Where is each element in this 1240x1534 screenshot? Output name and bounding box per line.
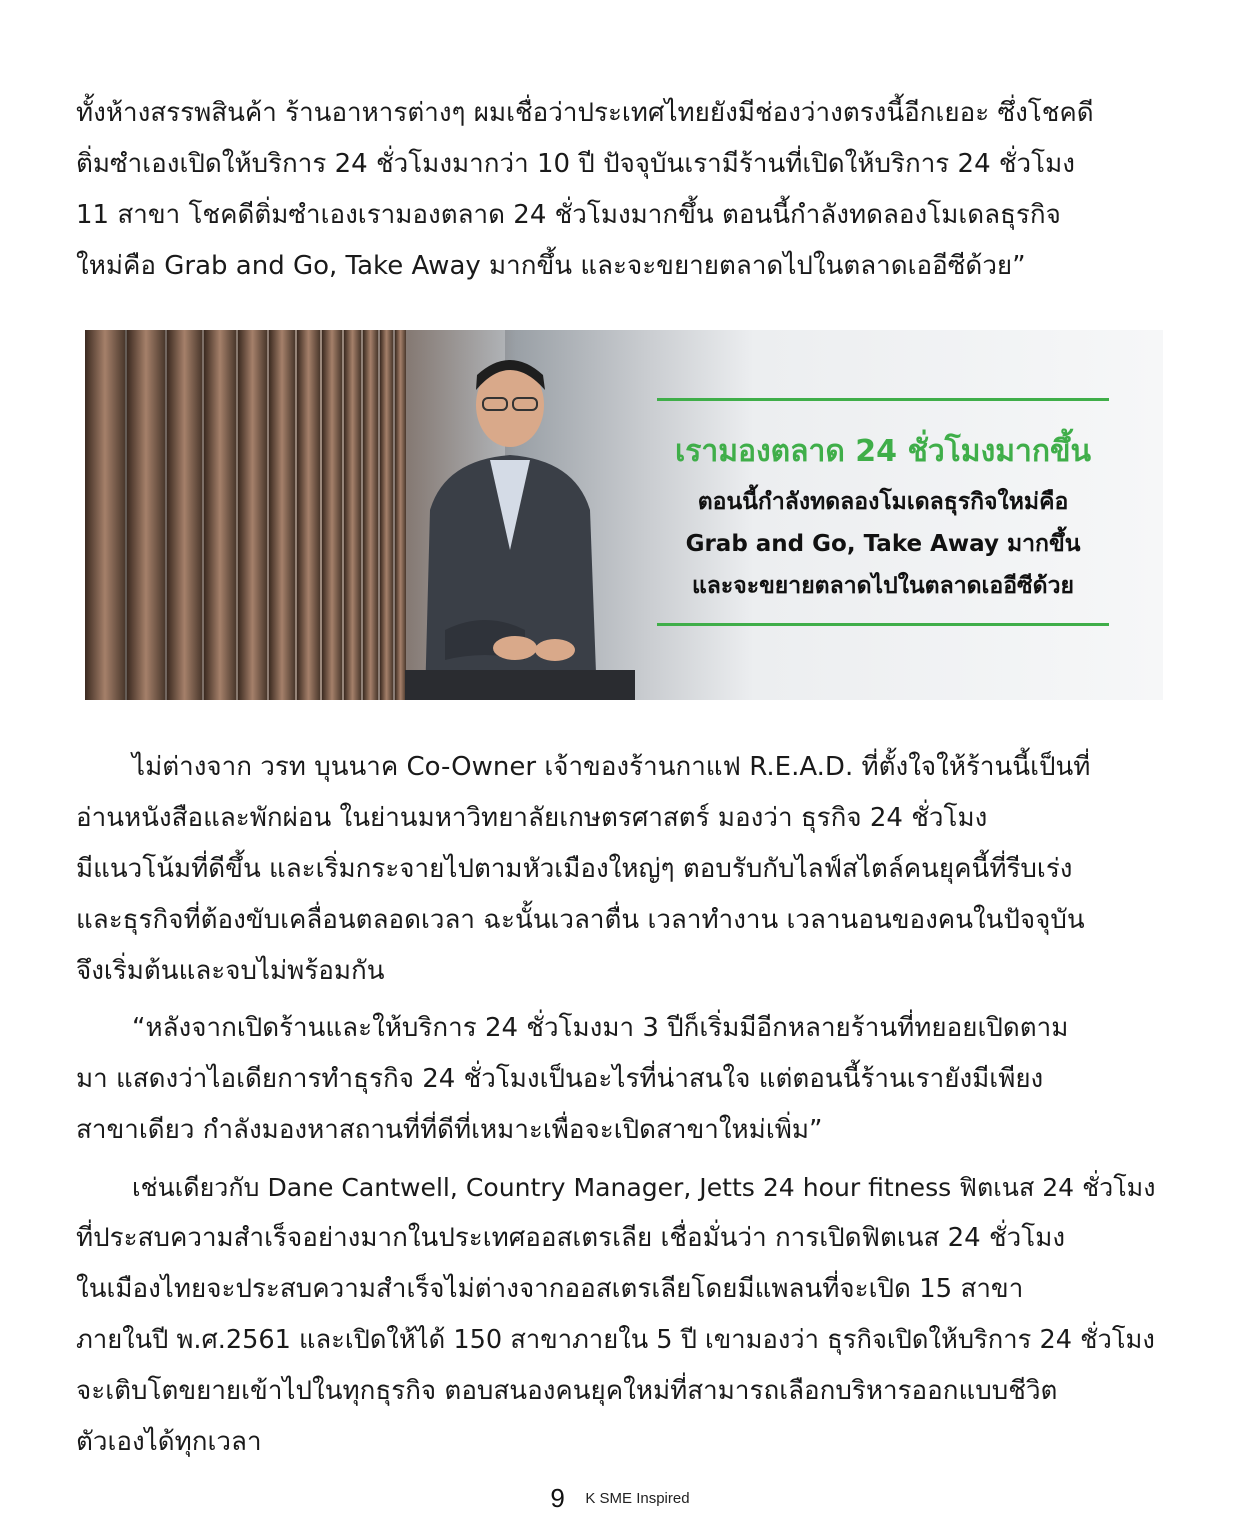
text-line: ที่ประสบความสำเร็จอย่างมากในประเทศออสเตรเลีย เชื่อมั่นว่า การเปิดฟิตเนส 24 ชั่วโมง bbox=[76, 1223, 1066, 1253]
pull-quote-line: Grab and Go, Take Away มากขึ้น bbox=[685, 531, 1081, 557]
pull-quote-line: และจะขยายตลาดไปในตลาดเออีซีด้วย bbox=[691, 573, 1074, 599]
paragraph-jetts-fitness bbox=[76, 1162, 1166, 1468]
publication-name: K SME Inspired bbox=[585, 1490, 690, 1507]
pull-quote-bottom-rule bbox=[657, 623, 1109, 626]
text-line: ไม่ต่างจาก วรท บุนนาค Co-Owner เจ้าของร้านกาแฟ R.E.A.D. ที่ตั้งใจให้ร้านนี้เป็นที่ bbox=[132, 752, 1091, 782]
text-line: ภายในปี พ.ศ.2561 และเปิดให้ได้ 150 สาขาภายใน 5 ปี เขามองว่า ธุรกิจเปิดให้บริการ 24 ชั่วโมง bbox=[76, 1325, 1155, 1355]
text-line: มีแนวโน้มที่ดีขึ้น และเริ่มกระจายไปตามหัวเมืองใหญ่ๆ ตอบรับกับไลฟ์สไตล์คนยุคนี้ที่รีบเร่ง bbox=[76, 854, 1073, 884]
text-line: จะเติบโตขยายเข้าไปในทุกธุรกิจ ตอบสนองคนยุคใหม่ที่สามารถเลือกบริหารออกแบบชีวิต bbox=[76, 1376, 1058, 1406]
pull-quote-line: ตอนนี้กำลังทดลองโมเดลธุรกิจใหม่คือ bbox=[697, 489, 1069, 515]
pull-quote-top-rule bbox=[657, 398, 1109, 401]
text-line: สาขาเดียว กำลังมองหาสถานที่ที่ดีที่เหมาะเพื่อจะเปิดสาขาใหม่เพิ่ม” bbox=[76, 1115, 823, 1145]
paragraph-read-cafe bbox=[76, 742, 1166, 997]
text-line: ตัวเองได้ทุกเวลา bbox=[76, 1427, 262, 1457]
pull-quote bbox=[657, 398, 1109, 626]
page-footer bbox=[0, 1483, 1240, 1514]
pull-quote-heading: เรามองตลาด 24 ชั่วโมงมากขึ้น bbox=[674, 434, 1092, 469]
text-line: มา แสดงว่าไอเดียการทำธุรกิจ 24 ชั่วโมงเป็นอะไรที่น่าสนใจ แต่ตอนนี้ร้านเรายังมีเพียง bbox=[76, 1064, 1044, 1094]
text-line: ใหม่คือ Grab and Go, Take Away มากขึ้น และจะขยายตลาดไปในตลาดเออีซีด้วย” bbox=[76, 251, 1026, 281]
paragraph-continuation bbox=[76, 88, 1166, 292]
text-line: และธุรกิจที่ต้องขับเคลื่อนตลอดเวลา ฉะนั้นเวลาตื่น เวลาทำงาน เวลานอนของคนในปัจจุบัน bbox=[76, 905, 1085, 935]
text-line: อ่านหนังสือและพักผ่อน ในย่านมหาวิทยาลัยเกษตรศาสตร์ มองว่า ธุรกิจ 24 ชั่วโมง bbox=[76, 803, 988, 833]
text-line: เช่นเดียวกับ Dane Cantwell, Country Manager, Jetts 24 hour fitness ฟิตเนส 24 ชั่วโมง bbox=[132, 1173, 1156, 1202]
feature-photo bbox=[85, 330, 1163, 700]
text-line: “หลังจากเปิดร้านและให้บริการ 24 ชั่วโมงมา 3 ปีก็เริ่มมีอีกหลายร้านที่ทยอยเปิดตาม bbox=[132, 1013, 1069, 1043]
page-number: 9 bbox=[550, 1483, 565, 1513]
text-line: ทั้งห้างสรรพสินค้า ร้านอาหารต่างๆ ผมเชื่อว่าประเทศไทยยังมีช่องว่างตรงนี้อีกเยอะ ซึ่งโชคดี bbox=[76, 98, 1094, 128]
paragraph-quote bbox=[76, 1003, 1166, 1156]
text-line: ในเมืองไทยจะประสบความสำเร็จไม่ต่างจากออสเตรเลียโดยมีแพลนที่จะเปิด 15 สาขา bbox=[76, 1274, 1024, 1304]
text-line: จึงเริ่มต้นและจบไม่พร้อมกัน bbox=[76, 956, 385, 986]
text-line: ติ่มซำเองเปิดให้บริการ 24 ชั่วโมงมากว่า 10 ปี ปัจจุบันเรามีร้านที่เปิดให้บริการ 24 ชั่วโมง bbox=[76, 149, 1075, 179]
text-line: 11 สาขา โชคดีติ่มซำเองเรามองตลาด 24 ชั่วโมงมากขึ้น ตอนนี้กำลังทดลองโมเดลธุรกิจ bbox=[76, 200, 1061, 230]
